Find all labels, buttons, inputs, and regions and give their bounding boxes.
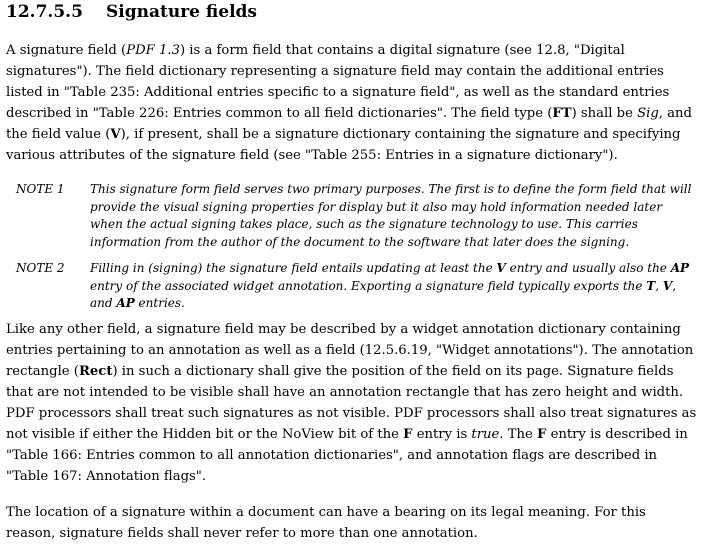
section-title: Signature fields — [106, 2, 257, 22]
note-1-label: NOTE 1 — [16, 182, 65, 196]
note-1 — [16, 181, 696, 251]
note-2 — [16, 260, 696, 313]
paragraph-intro: A signature field (PDF 1.3) is a form field that contains a digital signature (see 12.8, "Digital signatures"). The field dictionary representing a signature field may contain the additional entries listed in "Table 235: Additional entries specific to a signature field", as well as the standard entries described in "Table 226: Entries common to all field dictionaries". The field type (FT) shall be Sig, and the field value (V), if present, shall be a signature dictionary containing the signature and specifying various attributes of the signature field (see "Table 255: Entries in a signature dictionary"). — [6, 43, 692, 163]
note-2-text: Filling in (signing) the signature field entails updating at least the V entry and usually also the AP entry of the associated widget annotation. Exporting a signature field typically exports the T, V, and AP entries. — [90, 261, 690, 310]
section-heading — [6, 1, 257, 23]
note-1-text: This signature form field serves two primary purposes. The first is to define the form field that will provide the visual signing properties for display but it also may hold information needed later when the actual signing takes place, such as the signature technology to use. This carries information from the author of the document to the software that later does the signing. — [90, 182, 692, 249]
section-number: 12.7.5.5 — [6, 2, 83, 22]
note-2-label: NOTE 2 — [16, 261, 65, 275]
paragraph-legal-meaning: The location of a signature within a document can have a bearing on its legal meaning. For this reason, signature fields shall never refer to more than one annotation. — [6, 505, 646, 541]
paragraph-widget-annotation: Like any other field, a signature field may be described by a widget annotation dictionary containing entries pertaining to an annotation as well as a field (12.5.6.19, "Widget annotations"). The annotation rectangle (Rect) in such a dictionary shall give the position of the field on its page. Signature fields that are not intended to be visible shall have an annotation rectangle that has zero height and width. PDF processors shall treat such signatures as not visible. PDF processors shall also treat signatures as not visible if either the Hidden bit or the NoView bit of the F entry is true. The F entry is described in "Table 166: Entries common to all annotation dictionaries", and annotation flags are described in "Table 167: Annotation flags". — [6, 322, 697, 484]
